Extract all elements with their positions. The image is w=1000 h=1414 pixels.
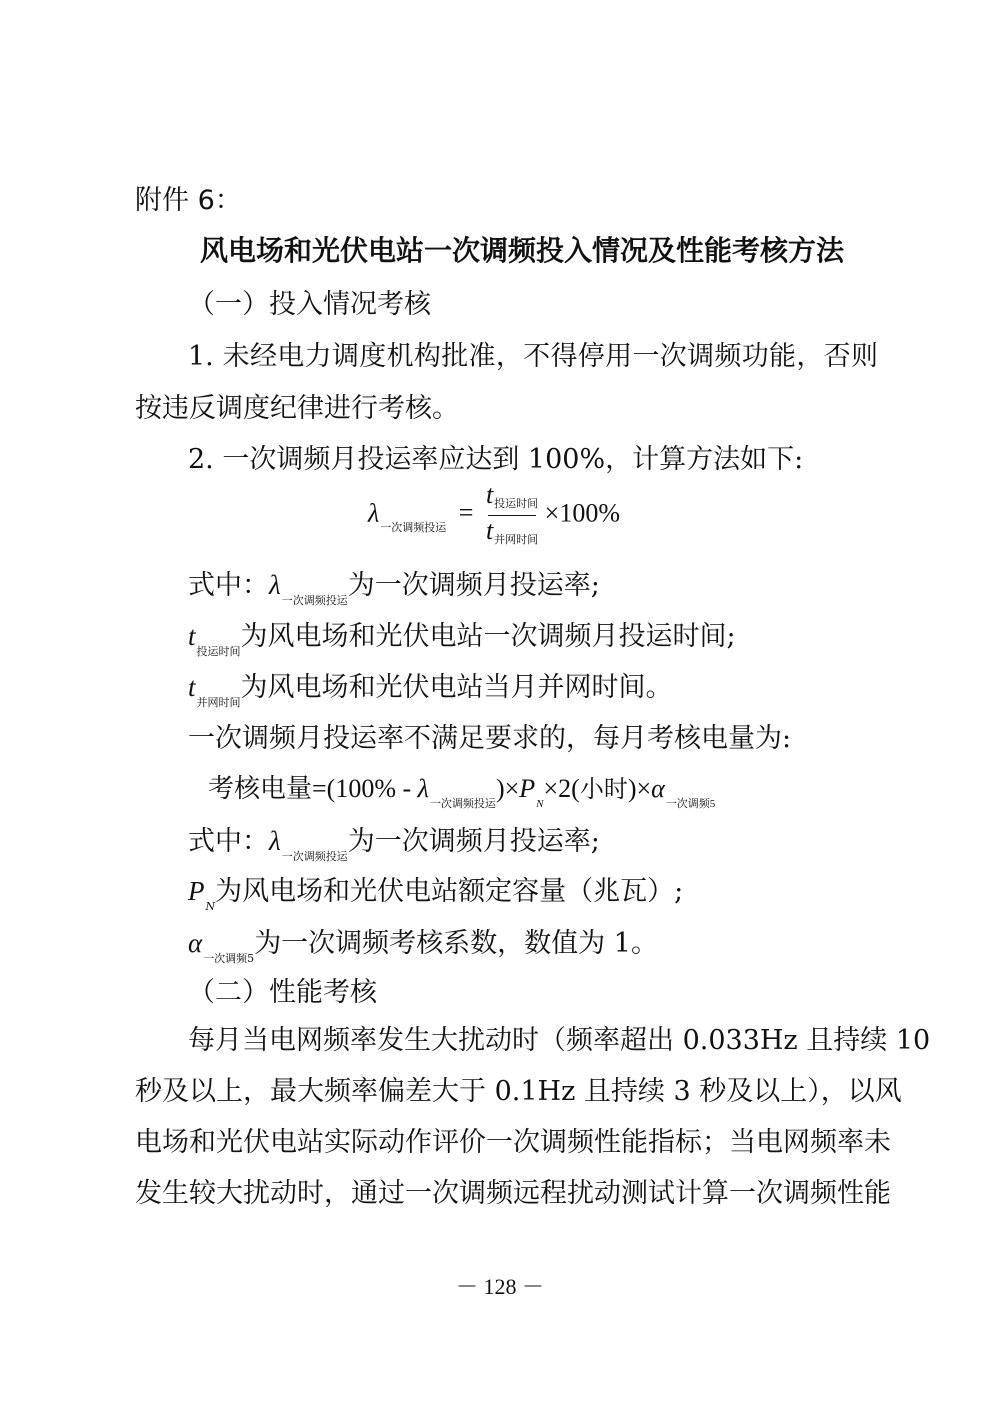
def6-symbol-sub: 一次调频5	[203, 952, 255, 965]
def1-text: 为一次调频月投运率;	[347, 570, 600, 601]
formula2-alpha-sub: 一次调频5	[665, 798, 716, 810]
formula2-mid: ×2(	[543, 774, 580, 803]
formula2-alpha: α	[651, 774, 665, 803]
definition-6	[188, 924, 933, 968]
def1-symbol-sub: 一次调频投运	[281, 594, 348, 607]
def5-symbol: P	[188, 876, 205, 906]
definition-2	[188, 617, 933, 661]
formula2-close-times: )×	[495, 774, 520, 803]
definition-3	[188, 668, 933, 712]
paragraph-line-1: 每月当电网频率发生大扰动时（频率超出 0.033Hz 且持续 10	[188, 1025, 931, 1056]
def4-text: 为一次调频月投运率;	[347, 826, 600, 857]
def6-text: 为一次调频考核系数，数值为 1。	[254, 928, 658, 959]
item2: 2. 一次调频月投运率应达到 100%，计算方法如下:	[188, 444, 804, 475]
page-number: － 128 －	[455, 1274, 544, 1299]
def3-symbol-sub: 并网时间	[196, 696, 241, 709]
def3-text: 为风电场和光伏电站当月并网时间。	[240, 672, 673, 703]
appendix-label: 附件 6：	[135, 185, 242, 216]
paragraph-line-2: 秒及以上，最大频率偏差大于 0.1Hz 且持续 3 秒及以上），以风	[135, 1076, 902, 1107]
formula2-label: 考核电量	[208, 774, 313, 804]
definition-4	[188, 822, 933, 866]
formula1-times: ×100%	[544, 498, 620, 528]
def1-symbol: λ	[269, 570, 281, 600]
definition-5	[188, 872, 933, 916]
def6-symbol: α	[188, 928, 203, 958]
item1-line2: 按违反调度纪律进行考核。	[135, 393, 459, 424]
def2-symbol-sub: 投运时间	[196, 645, 241, 658]
formula2-pn-sub: N	[536, 798, 544, 810]
formula2-lambda-sub: 一次调频投运	[429, 798, 496, 810]
penalty-intro: 一次调频月投运率不满足要求的，每月考核电量为:	[188, 723, 792, 754]
section2-heading: （二）性能考核	[188, 977, 377, 1008]
formula-2	[208, 768, 716, 810]
def2-symbol: t	[188, 621, 196, 651]
formula-1	[368, 480, 620, 551]
formula1-num-sub: 投运时间	[494, 498, 539, 510]
formula1-lambda-sub: 一次调频投运	[380, 522, 447, 535]
formula1-den-var: t	[485, 516, 494, 545]
formula1-fraction	[486, 480, 538, 551]
formula2-eq-open: =(100%	[312, 774, 396, 803]
def3-symbol: t	[188, 672, 196, 702]
formula1-num-var: t	[485, 480, 494, 509]
formula2-close2: )×	[627, 774, 652, 803]
definition-1	[188, 566, 933, 610]
item1-line1: 1. 未经电力调度机构批准，不得停用一次调频功能，否则	[188, 341, 878, 372]
formula2-hours: 小时	[579, 775, 628, 803]
formula1-den-sub: 并网时间	[494, 534, 539, 546]
section1-heading: （一）投入情况考核	[188, 289, 431, 320]
def5-text: 为风电场和光伏电站额定容量（兆瓦）;	[215, 876, 684, 907]
def5-symbol-sub: N	[205, 900, 216, 913]
paragraph-line-4: 发生较大扰动时，通过一次调频远程扰动测试计算一次调频性能	[135, 1178, 891, 1209]
def2-text: 为风电场和光伏电站一次调频月投运时间;	[240, 621, 736, 652]
formula1-equals: =	[458, 498, 474, 528]
def4-symbol-sub: 一次调频投运	[281, 850, 348, 863]
paragraph-line-3: 电场和光伏电站实际动作评价一次调频性能指标；当电网频率未	[135, 1127, 891, 1158]
formula2-minus: -	[396, 774, 418, 803]
formula1-lambda: λ	[368, 498, 380, 528]
document-title: 风电场和光伏电站一次调频投入情况及性能考核方法	[200, 234, 845, 267]
def1-prefix: 式中：	[188, 570, 269, 601]
def4-symbol: λ	[269, 826, 281, 856]
formula2-lambda: λ	[417, 774, 429, 803]
formula2-pn: P	[519, 774, 536, 803]
def4-prefix: 式中：	[188, 826, 269, 857]
